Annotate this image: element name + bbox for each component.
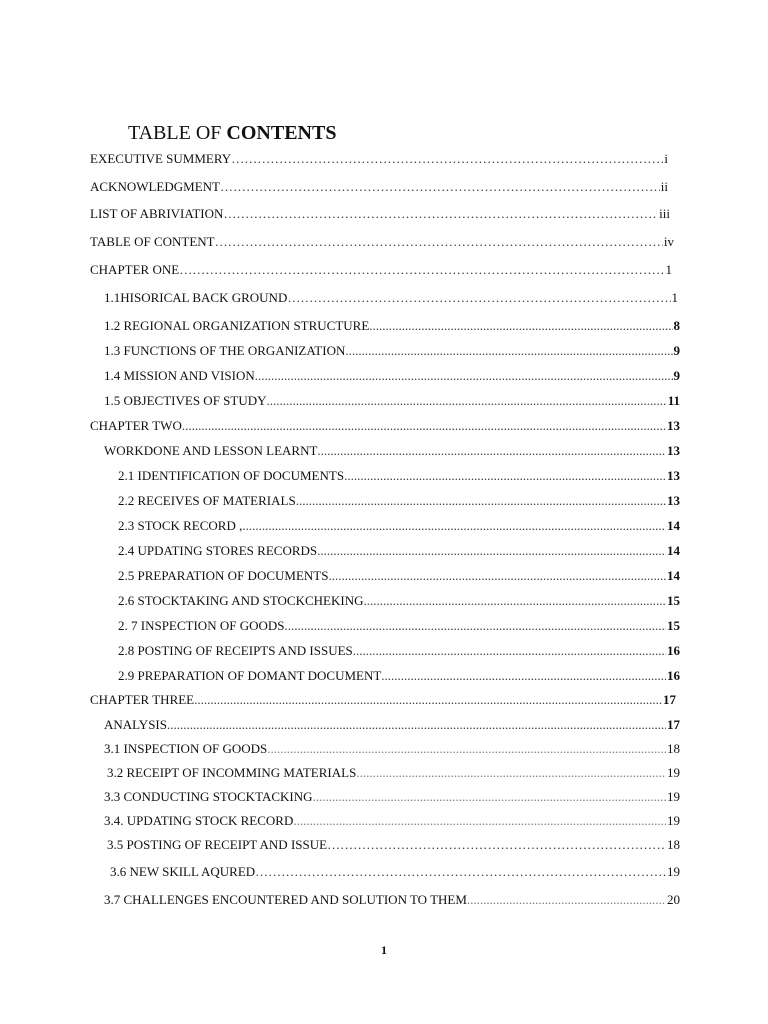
toc-entry-label: 2.5 PREPARATION OF DOCUMENTS: [118, 568, 329, 583]
toc-entry-page: 9: [673, 368, 680, 383]
dot-leader: [215, 234, 663, 250]
dot-leader: [182, 418, 666, 434]
dot-leader: [267, 393, 667, 409]
toc-entry-2-1[interactable]: [118, 468, 680, 484]
dot-leader: [317, 543, 666, 559]
dot-leader: [293, 813, 666, 829]
toc-entry-label: 2.6 STOCKTAKING AND STOCKCHEKING: [118, 593, 364, 608]
dot-leader: [344, 468, 666, 484]
toc-entry-2-5[interactable]: [118, 568, 680, 584]
toc-entry-label: EXECUTIVE SUMMERY: [90, 151, 232, 166]
toc-entry-page: 13: [667, 468, 680, 483]
toc-entry-page: 14: [667, 568, 680, 583]
toc-entry-label: 1.5 OBJECTIVES OF STUDY: [104, 393, 267, 408]
toc-entry-label: CHAPTER THREE: [90, 692, 195, 707]
toc-entry-page: iii: [659, 206, 670, 221]
toc-entry-3-1[interactable]: [104, 741, 680, 757]
dot-leader: [167, 717, 666, 733]
toc-entry-page: 20: [667, 892, 680, 907]
toc-entry-label: 2.4 UPDATING STORES RECORDS: [118, 543, 318, 558]
toc-entry-1-4[interactable]: [104, 368, 680, 384]
toc-entry-page: 19: [667, 765, 680, 780]
toc-entry-label: 3.2 RECEIPT OF INCOMMING MATERIALS: [107, 765, 357, 780]
dot-leader: [364, 593, 667, 609]
page-number: 1: [381, 943, 387, 957]
toc-entry-label: 2. 7 INSPECTION OF GOODS: [118, 618, 285, 633]
dot-leader: [381, 668, 666, 684]
toc-entry-label: 2.3 STOCK RECORD ,: [118, 518, 243, 533]
dot-leader: [285, 618, 667, 634]
toc-entry-3-2[interactable]: [107, 765, 680, 781]
toc-entry-label: 2.9 PREPARATION OF DOMANT DOCUMENT: [118, 668, 382, 683]
dot-leader: [220, 179, 660, 195]
toc-entry-page: 16: [667, 643, 680, 658]
toc-entry-page: 13: [667, 493, 680, 508]
toc-entry-page: 19: [667, 813, 680, 828]
dot-leader: [231, 151, 663, 167]
toc-entry-3-7[interactable]: [104, 892, 680, 908]
toc-entry-label: 1.3 FUNCTIONS OF THE ORGANIZATION: [104, 343, 346, 358]
toc-entry-page: 15: [667, 618, 680, 633]
dot-leader: [313, 789, 666, 805]
dot-leader: [467, 892, 666, 908]
toc-entry-page: 15: [667, 593, 680, 608]
toc-entry-chapter-three[interactable]: [90, 692, 676, 708]
toc-entry-label: 3.3 CONDUCTING STOCKTACKING: [104, 789, 313, 804]
toc-entry-page: 1: [671, 290, 678, 305]
toc-entry-page: 14: [667, 518, 680, 533]
toc-entry-2-9[interactable]: [118, 668, 680, 684]
toc-entry-page: 13: [667, 443, 680, 458]
toc-entry-label: 3.4. UPDATING STOCK RECORD: [104, 813, 294, 828]
toc-entry-list-of-abriviation[interactable]: [90, 206, 670, 222]
toc-entry-label: 3.7 CHALLENGES ENCOUNTERED AND SOLUTION TO THEM: [104, 892, 467, 907]
toc-entry-page: iv: [663, 234, 674, 249]
toc-entry-3-6[interactable]: [110, 864, 680, 880]
toc-entry-workdone[interactable]: [104, 443, 680, 459]
toc-entry-page: 18: [667, 741, 680, 756]
toc-entry-table-of-content[interactable]: [90, 234, 674, 250]
toc-entry-page: 14: [667, 543, 680, 558]
dot-leader: [287, 290, 670, 306]
toc-entry-acknowledgment[interactable]: [90, 179, 668, 195]
dot-leader: [296, 493, 666, 509]
toc-entry-label: 2.2 RECEIVES OF MATERIALS: [118, 493, 296, 508]
toc-entry-label: ACKNOWLEDGMENT: [90, 179, 220, 194]
toc-entry-3-3[interactable]: [104, 789, 680, 805]
dot-leader: [369, 318, 672, 334]
toc-entry-label: 3.5 POSTING OF RECEIPT AND ISSUE: [107, 837, 328, 852]
toc-entry-label: 3.1 INSPECTION OF GOODS: [104, 741, 268, 756]
toc-entry-2-8[interactable]: [118, 643, 680, 659]
dot-leader: [327, 837, 666, 853]
toc-entry-page: 11: [667, 393, 680, 408]
toc-entry-label: 2.1 IDENTIFICATION OF DOCUMENTS: [118, 468, 345, 483]
dot-leader: [267, 741, 666, 757]
dot-leader: [194, 692, 662, 708]
toc-entry-label: ANALYSIS: [104, 717, 167, 732]
toc-entry-1-5[interactable]: [104, 393, 680, 409]
dot-leader: [242, 518, 666, 534]
toc-entry-2-6[interactable]: [118, 593, 680, 609]
toc-entry-label: CHAPTER TWO: [90, 418, 182, 433]
toc-entry-2-2[interactable]: [118, 493, 680, 509]
toc-entry-page: 19: [667, 789, 680, 804]
dot-leader: [328, 568, 666, 584]
toc-entry-chapter-two[interactable]: [90, 418, 680, 434]
dot-leader: [255, 368, 673, 384]
toc-entry-page: 17: [667, 717, 680, 732]
toc-entry-page: 19: [667, 864, 680, 879]
toc-entry-label: CHAPTER ONE: [90, 262, 180, 277]
toc-entry-label: LIST OF ABRIVIATION: [90, 206, 224, 221]
dot-leader: [179, 262, 664, 278]
toc-entry-1-3[interactable]: [104, 343, 680, 359]
dot-leader: [356, 765, 666, 781]
dot-leader: [255, 864, 666, 880]
toc-entry-2-3[interactable]: [118, 518, 680, 534]
dot-leader: [223, 206, 658, 222]
toc-entry-1-1[interactable]: [104, 290, 678, 306]
toc-entry-label: 1.1HISORICAL BACK GROUND: [104, 290, 288, 305]
toc-entry-label: 1.2 REGIONAL ORGANIZATION STRUCTURE: [104, 318, 370, 333]
dot-leader: [353, 643, 666, 659]
dot-leader: [317, 443, 666, 459]
title-part-1: TABLE OF: [128, 122, 227, 144]
toc-entry-page: 8: [673, 318, 680, 333]
dot-leader: [345, 343, 672, 359]
toc-entry-2-7[interactable]: [118, 618, 680, 634]
toc-entry-page: 1: [665, 262, 672, 277]
toc-entry-label: WORKDONE AND LESSON LEARNT: [104, 443, 318, 458]
toc-entry-3-5[interactable]: [107, 837, 680, 853]
toc-entry-page: 9: [673, 343, 680, 358]
toc-entry-label: 2.8 POSTING OF RECEIPTS AND ISSUES: [118, 643, 353, 658]
toc-entry-label: TABLE OF CONTENT: [90, 234, 215, 249]
toc-entry-page: 18: [667, 837, 680, 852]
toc-entry-1-2[interactable]: [104, 318, 680, 334]
toc-entry-executive-summery[interactable]: [90, 151, 668, 167]
title-part-2: CONTENTS: [226, 122, 337, 144]
toc-entry-page: i: [664, 151, 668, 166]
toc-entry-page: 16: [667, 668, 680, 683]
toc-entry-label: 3.6 NEW SKILL AQURED: [110, 864, 256, 879]
toc-entry-label: 1.4 MISSION AND VISION: [104, 368, 255, 383]
toc-entry-page: ii: [660, 179, 668, 194]
toc-entry-analysis[interactable]: [104, 717, 680, 733]
toc-entry-3-4[interactable]: [104, 813, 680, 829]
toc-entry-page: 17: [663, 692, 676, 707]
toc-entry-2-4[interactable]: [118, 543, 680, 559]
toc-entry-page: 13: [667, 418, 680, 433]
toc-entry-chapter-one[interactable]: [90, 262, 672, 278]
